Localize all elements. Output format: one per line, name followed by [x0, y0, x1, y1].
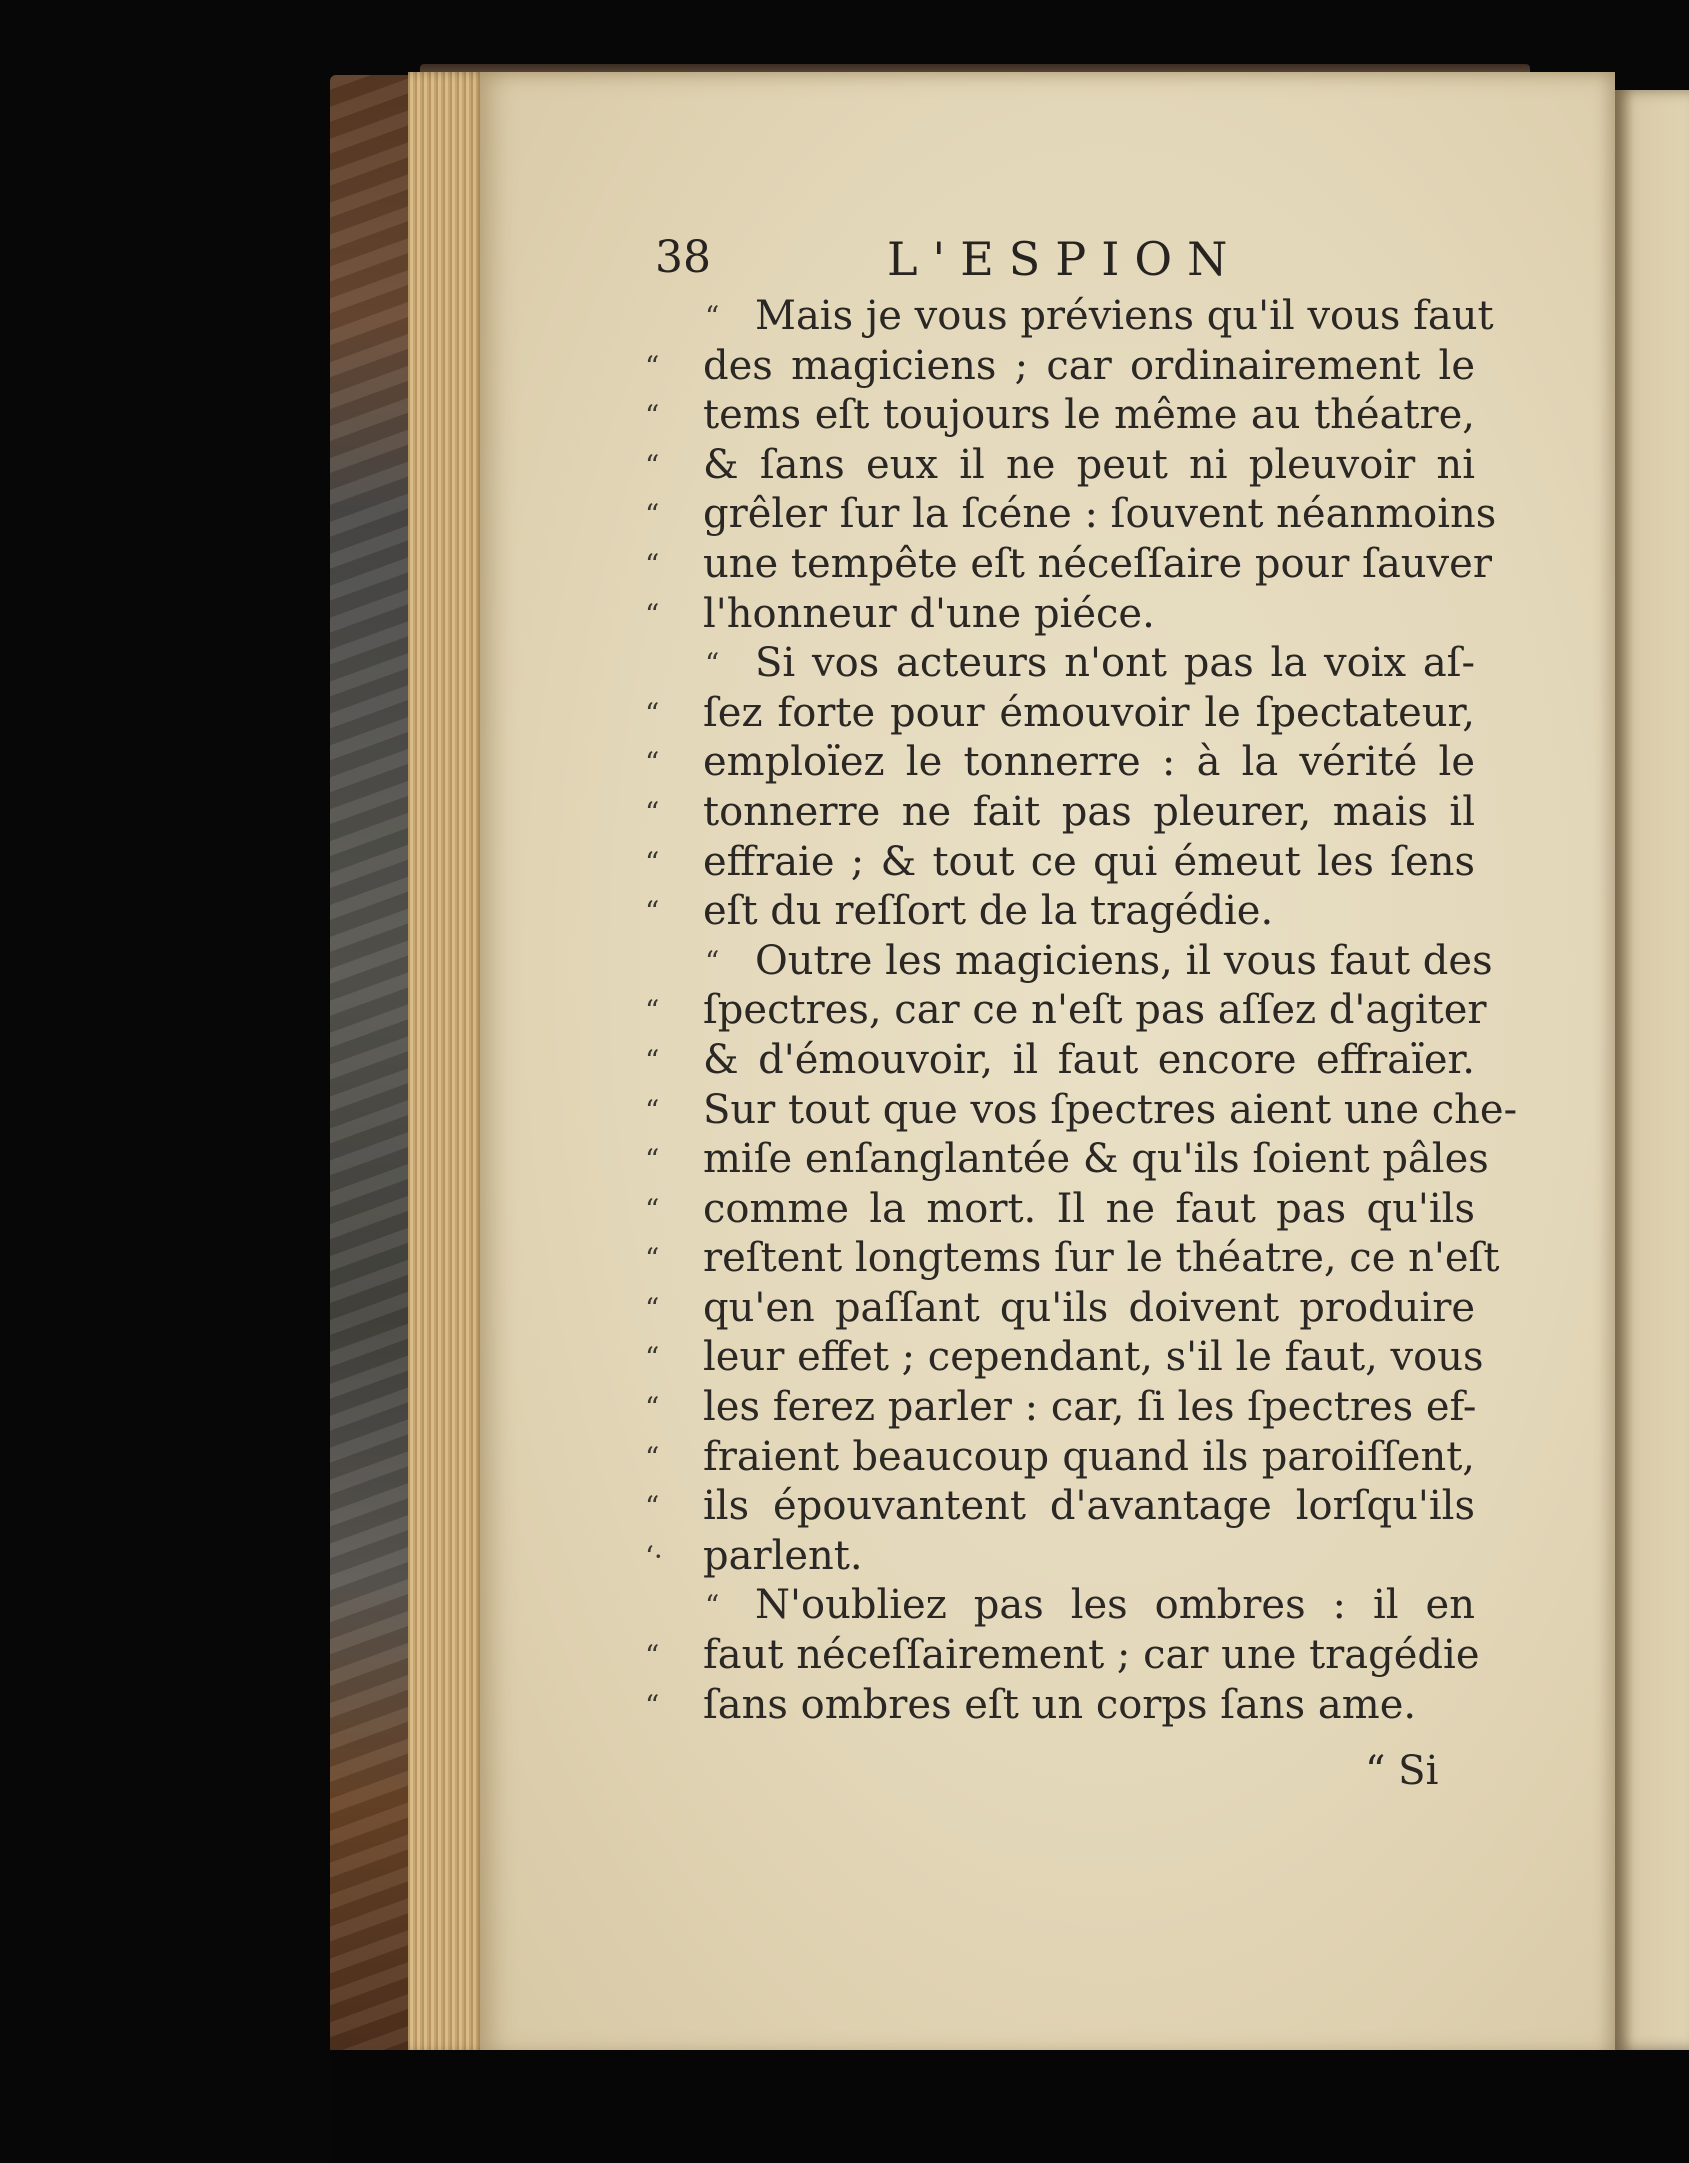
- text-line: [645, 887, 1475, 937]
- quotation-mark: “: [645, 1043, 660, 1077]
- quotation-mark: “: [645, 1391, 660, 1425]
- line-text: des magiciens ; car ordinairement le: [703, 342, 1475, 389]
- line-text: Mais je vous préviens qu'il vous faut: [755, 293, 1494, 339]
- quotation-mark: “: [645, 1490, 660, 1524]
- line-text: N'oubliez pas les ombres : il en: [755, 1582, 1475, 1629]
- text-line: [645, 1631, 1480, 1681]
- quotation-mark: “: [645, 349, 660, 383]
- quotation-mark: “: [645, 1291, 660, 1325]
- quotation-mark: “: [645, 845, 660, 879]
- page-number: 38: [655, 232, 711, 283]
- line-text: effraie ; & tout ce qui émeut les ſens: [703, 838, 1475, 885]
- text-line: [645, 1284, 1475, 1334]
- quotation-mark: “: [645, 1341, 660, 1375]
- quotation-mark: “: [645, 696, 660, 730]
- line-text: Outre les magiciens, il vous faut des: [755, 937, 1493, 984]
- quotation-mark: “: [705, 944, 720, 978]
- quotation-mark: “: [645, 1440, 660, 1474]
- quotation-mark: “: [645, 795, 660, 829]
- text-line: [645, 1532, 1475, 1582]
- line-text: parlent.: [703, 1532, 863, 1579]
- quotation-mark: “: [705, 1589, 720, 1623]
- running-title: L'ESPION: [887, 232, 1243, 286]
- text-line: [645, 689, 1475, 739]
- text-line: [645, 986, 1487, 1036]
- facing-page: [1615, 90, 1689, 2050]
- background-shadow: [330, 2050, 1689, 2163]
- quotation-mark: “: [705, 647, 720, 681]
- text-line: [645, 1681, 1475, 1731]
- text-line: [645, 1135, 1489, 1185]
- text-line: [645, 1383, 1475, 1433]
- quotation-mark: “: [705, 300, 720, 333]
- quotation-mark: “: [645, 1242, 660, 1276]
- text-line: [645, 1333, 1484, 1383]
- catchword: “ Si: [1365, 1748, 1439, 1794]
- body-text: [645, 292, 1518, 1730]
- line-text: les ferez parler : car, ſi les ſpectres ef-: [703, 1384, 1477, 1431]
- quotation-mark: “: [645, 1192, 660, 1226]
- quotation-mark: “: [645, 895, 660, 929]
- line-text: une tempête eſt néceſſaire pour ſauver: [703, 540, 1492, 587]
- line-text: Si vos acteurs n'ont pas la voix aſ-: [755, 640, 1475, 687]
- line-text: eſt du reſſort de la tragédie.: [703, 888, 1274, 935]
- quotation-mark: “: [645, 1143, 660, 1177]
- line-text: miſe enſanglantée & qu'ils ſoient pâles: [703, 1136, 1489, 1183]
- text-line: [645, 540, 1492, 590]
- line-text: faut néceſſairement ; car une tragédie: [703, 1632, 1480, 1679]
- line-text: ſpectres, car ce n'eſt pas aſſez d'agiter: [703, 987, 1487, 1034]
- line-text: leur effet ; cependant, s'il le faut, vous: [703, 1334, 1484, 1381]
- text-line: [645, 342, 1475, 392]
- text-line: [645, 1086, 1518, 1136]
- line-text: emploïez le tonnerre : à la vérité le: [703, 739, 1475, 786]
- text-line: [645, 639, 1475, 689]
- text-line: [645, 490, 1497, 540]
- quotation-mark: “: [645, 1093, 660, 1127]
- text-line: [645, 838, 1475, 888]
- quotation-mark: “: [645, 597, 660, 631]
- line-text: l'honneur d'une piéce.: [703, 590, 1155, 637]
- page-header: [655, 232, 1265, 292]
- text-line: [645, 441, 1475, 491]
- quotation-mark: “: [645, 498, 660, 532]
- line-text: & d'émouvoir, il faut encore effraïer.: [703, 1036, 1475, 1083]
- line-text: grêler ſur la ſcéne : ſouvent néanmoins: [703, 491, 1497, 538]
- quotation-mark: “: [645, 547, 660, 581]
- quotation-mark: ‘·: [645, 1539, 663, 1573]
- quotation-mark: “: [645, 1639, 660, 1673]
- line-text: ils épouvantent d'avantage lorſqu'ils: [703, 1483, 1475, 1530]
- text-line: [645, 1234, 1500, 1284]
- line-text: ſans ombres eſt un corps ſans ame.: [703, 1681, 1417, 1728]
- text-line: [645, 292, 1494, 342]
- text-line: [645, 590, 1475, 640]
- line-text: fraient beaucoup quand ils paroiſſent,: [703, 1433, 1475, 1480]
- line-text: reſtent longtems ſur le théatre, ce n'eſt: [703, 1235, 1500, 1282]
- line-text: comme la mort. Il ne faut pas qu'ils: [703, 1185, 1475, 1232]
- line-text: & ſans eux il ne peut ni pleuvoir ni: [703, 441, 1475, 488]
- text-line: [645, 1185, 1475, 1235]
- page-edges: [408, 72, 488, 2052]
- text-line: [645, 788, 1475, 838]
- quotation-mark: “: [645, 448, 660, 482]
- text-line: [645, 1433, 1475, 1483]
- text-line: [645, 1482, 1475, 1532]
- text-line: [645, 391, 1475, 441]
- line-text: Sur tout que vos ſpectres aient une che-: [703, 1086, 1518, 1133]
- line-text: ſez forte pour émouvoir le ſpectateur,: [703, 689, 1475, 736]
- text-line: [645, 1036, 1475, 1086]
- quotation-mark: “: [645, 399, 660, 433]
- quotation-mark: “: [645, 1688, 660, 1722]
- quotation-mark: “: [645, 746, 660, 780]
- text-line: [645, 1581, 1475, 1631]
- line-text: qu'en paſſant qu'ils doivent produire: [703, 1284, 1475, 1331]
- quotation-mark: “: [645, 994, 660, 1028]
- line-text: tems eſt toujours le même au théatre,: [703, 392, 1475, 439]
- text-line: [645, 937, 1493, 987]
- text-line: [645, 738, 1475, 788]
- line-text: tonnerre ne fait pas pleurer, mais il: [703, 788, 1475, 835]
